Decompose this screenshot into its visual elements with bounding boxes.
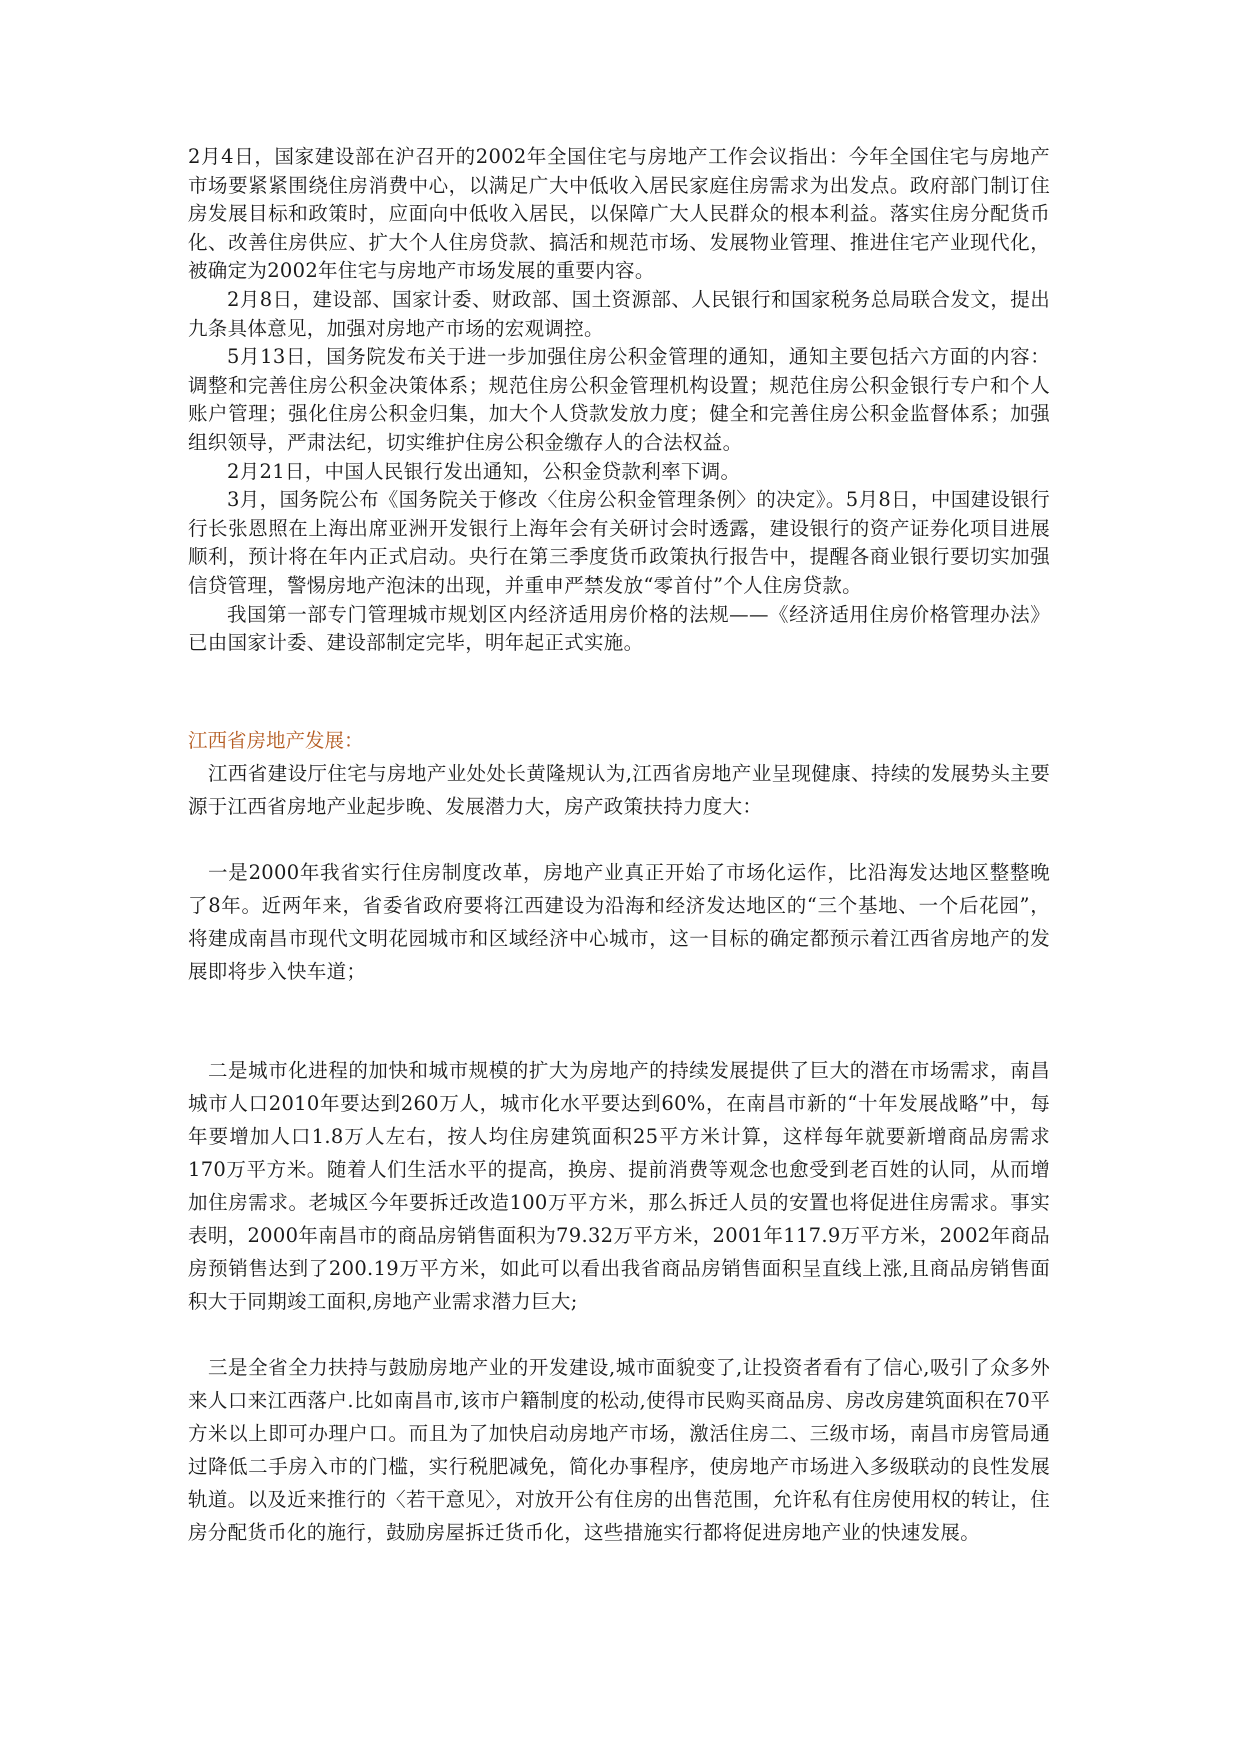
paragraph-macro-control: 2月8日，建设部、国家计委、财政部、国土资源部、人民银行和国家税务总局联合发文，提出九条具体意见，加强对房地产市场的宏观调控。 [188,287,1050,340]
document-page [188,143,1050,1549]
jiangxi-section [188,757,1050,1549]
paragraph-point-one: 一是2000年我省实行住房制度改革，房地产业真正开始了市场化运作，比沿海发达地区整整晚了8年。近两年来，省委省政府要将江西建设为沿海和经济发达地区的“三个基地、一个后花园”，将建成南昌市现代文明花园城市和区域经济中心城市，这一目标的确定都预示着江西省房地产的发展即将步入快车道； [188,860,1050,983]
paragraph-affordable-housing-price: 我国第一部专门管理城市规划区内经济适用房价格的法规——《经济适用住房价格管理办法》已由国家计委、建设部制定完毕，明年起正式实施。 [188,602,1050,655]
paragraph-rate-cut: 2月21日，中国人民银行发出通知，公积金贷款利率下调。 [227,459,741,483]
policy-news-section [188,143,1050,658]
paragraph-regulation-revision: 3月，国务院公布《国务院关于修改〈住房公积金管理条例〉的决定》。5月8日，中国建设银行行长张恩照在上海出席亚洲开发银行上海年会有关研讨会时透露，建设银行的资产证券化项目进展顺利，预计将在年内正式启动。央行在第三季度货币政策执行报告中，提醒各商业银行要切实加强信贷管理，警惕房地产泡沫的出现，并重申严禁发放“零首付”个人住房贷款。 [188,488,1050,597]
paragraph-intro: 江西省建设厅住宅与房地产业处处长黄隆规认为,江西省房地产业呈现健康、持续的发展势头主要源于江西省房地产业起步晚、发展潜力大，房产政策扶持力度大： [188,761,1050,818]
paragraph-housing-conference: 2月4日，国家建设部在沪召开的2002年全国住宅与房地产工作会议指出：今年全国住宅与房地产市场要紧紧围绕住房消费中心，以满足广大中低收入居民家庭住房需求为出发点。政府部门制订住房发展目标和政策时，应面向中低收入居民，以保障广大人民群众的根本利益。落实住房分配货币化、改善住房供应、扩大个人住房贷款、搞活和规范市场、发展物业管理、推进住宅产业现代化，被确定为2002年住宅与房地产市场发展的重要内容。 [188,145,1050,283]
paragraph-provident-fund-notice: 5月13日，国务院发布关于进一步加强住房公积金管理的通知，通知主要包括六方面的内容：调整和完善住房公积金决策体系；规范住房公积金管理机构设置；规范住房公积金银行专户和个人账户管理；强化住房公积金归集，加大个人贷款发放力度；健全和完善住房公积金监督体系；加强组织领导，严肃法纪，切实维护住房公积金缴存人的合法权益。 [188,345,1050,454]
paragraph-point-two: 二是城市化进程的加快和城市规模的扩大为房地产的持续发展提供了巨大的潜在市场需求，南昌城市人口2010年要达到260万人，城市化水平要达到60%，在南昌市新的“十年发展战略”中，每年要增加人口1.8万人左右，按人均住房建筑面积25平方米计算，这样每年就要新增商品房需求170万平方米。随着人们生活水平的提高，换房、提前消费等观念也愈受到老百姓的认同，从而增加住房需求。老城区今年要拆迁改造100万平方米，那么拆迁人员的安置也将促进住房需求。事实表明，2000年南昌市的商品房销售面积为79.32万平方米，2001年117.9万平方米，2002年商品房预销售达到了200.19万平方米，如此可以看出我省商品房销售面积呈直线上涨,且商品房销售面积大于同期竣工面积,房地产业需求潜力巨大; [188,1058,1050,1313]
section-heading-jiangxi: 江西省房地产发展： [188,728,364,752]
paragraph-point-three: 三是全省全力扶持与鼓励房地产业的开发建设,城市面貌变了,让投资者看有了信心,吸引了众多外来人口来江西落户.比如南昌市,该市户籍制度的松动,使得市民购买商品房、房改房建筑面积在70平方米以上即可办理户口。而且为了加快启动房地产市场，激活住房二、三级市场，南昌市房管局通过降低二手房入市的门槛，实行税肥减免，简化办事程序，使房地产市场进入多级联动的良性发展轨道。以及近来推行的〈若干意见〉，对放开公有住房的出售范围，允许私有住房使用权的转让，住房分配货币化的施行，鼓励房屋拆迁货币化，这些措施实行都将促进房地产业的快速发展。 [188,1355,1050,1544]
